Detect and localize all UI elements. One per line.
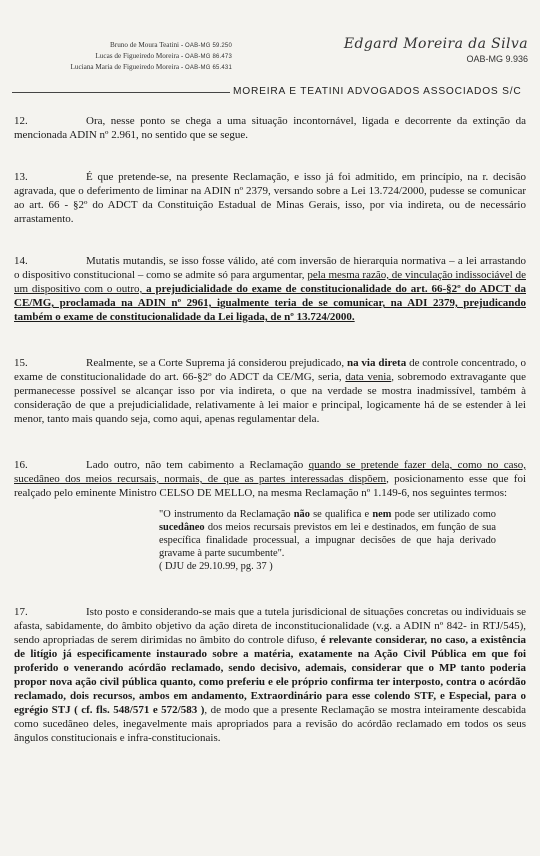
paragraph-text: Isto posto e considerando-se mais que a tutela jurisdicional de situações concretas ou individuais se afasta, sabidamente, do âmbito objetivo da ação direta de inconstitucionalidade (v.g. a ADIN nº 842- in RTJ/545), sendo apropriadas de serem dirimidas no âmbito do controle difuso, — [14, 606, 526, 646]
paragraph-text: É que pretende-se, na presente Reclamação, e isso já foi admitido, em princípio, na r. decisão agravada, que o deferimento de liminar na ADIN nº 2379, versando sobre a Lei 13.724/2000, pudesse se comunicar ao art. 66 - §2º do ADCT da Constituição Estadual de Minas Gerais, isso, por via indireta, ou de necessário arrastamento. — [14, 171, 526, 225]
paragraph-number: 15. — [14, 357, 28, 369]
quote-text: dos meios recursais previstos em lei e destinados, em função de sua específica finalidade processual, a impugnar decisões de que haja derivado gravame à parte sucumbente". — [159, 522, 496, 559]
lawyer-oab: OAB-MG 59.250 — [185, 43, 232, 49]
paragraph-number: 14. — [14, 255, 28, 267]
paragraph-text: , posicionamento esse que foi realçado pelo eminente Ministro CELSO DE MELLO, na mesma Reclamação nº 1.149-6, nos seguintes termos: — [14, 473, 526, 499]
underlined-text: pela mesma razão, de vinculação indissociável de um dispositivo com o outro, — [14, 269, 526, 295]
document-body — [14, 114, 526, 745]
lawyers-list — [10, 40, 232, 73]
header-rule — [12, 92, 230, 93]
quote-bold: nem — [372, 509, 392, 520]
lawyer-name: Luciana Maria de Figueiredo Moreira — [70, 63, 180, 71]
paragraph-number: 12. — [14, 115, 28, 127]
paragraph-17 — [14, 605, 526, 745]
paragraph-text: Mutatis mutandis, se isso fosse válido, até com inversão de hierarquia normativa – a lei arrastando o dispositivo constitucional – como se admite só para argumentar, — [14, 255, 526, 281]
lawyer-line: Lucas de Figueiredo Moreira - OAB-MG 86.473 — [95, 52, 232, 60]
lawyer-oab: OAB-MG 65.431 — [185, 65, 232, 71]
quote-citation: ( DJU de 29.10.99, pg. 37 ) — [159, 561, 273, 572]
paragraph-text: Ora, nesse ponto se chega a uma situação incontornável, ligada e decorrente da extinção da mencionada ADIN nº 2.961, no sentido que se segue. — [14, 115, 526, 141]
paragraph-16 — [14, 458, 526, 500]
underlined-text: quando se pretende fazer dela, como no caso, sucedâneo dos meios recursais, normais, de que as partes interessadas dispõem — [14, 459, 526, 485]
quote-text: se qualifica e — [309, 509, 373, 520]
quote-bold: não — [293, 509, 310, 520]
signature-oab: OAB-MG 9.936 — [466, 54, 528, 64]
paragraph-15 — [14, 356, 526, 426]
paragraph-14 — [14, 254, 526, 324]
paragraph-number: 17. — [14, 606, 28, 618]
paragraph-number: 16. — [14, 459, 28, 471]
quote-bold: sucedâneo — [159, 522, 205, 533]
lawyer-line: Luciana Maria de Figueiredo Moreira - OAB-MG 65.431 — [70, 63, 232, 71]
bold-underlined-text: a prejudicialidade do exame de constitucionalidade do art. 66-§2º do ADCT da CE/MG, proclamada na ADIN nº 2961, igualmente teria de se comunicar, na ADI 2379, prejudicando também o exame de constitucionalidade da Lei ligada, de nº 13.724/2000. — [14, 283, 527, 323]
paragraph-number: 13. — [14, 171, 28, 183]
block-quote — [159, 508, 496, 560]
quote-text: pode ser utilizado como — [391, 509, 496, 520]
paragraph-12 — [14, 114, 526, 142]
paragraph-13 — [14, 170, 526, 226]
firm-name: MOREIRA E TEATINI ADVOGADOS ASSOCIADOS S/C — [233, 86, 522, 97]
quote-text: "O instrumento da Reclamação — [159, 509, 294, 520]
lawyer-line: Bruno de Moura Teatini - OAB-MG 59.250 — [110, 41, 232, 49]
signature-name: Edgard Moreira da Silva — [343, 36, 528, 52]
lawyer-oab: OAB-MG 86.473 — [185, 54, 232, 60]
paragraph-text: , de modo que a presente Reclamação se mostra inteiramente descabida como sucedâneo deles, inegavelmente mais apropriados para a revisão do acórdão reclamado em todos os seus ângulos constitucionais e infra-constitucionais. — [14, 704, 526, 744]
paragraph-text: de controle concentrado, o exame de constitucionalidade do art. 66-§2º do ADCT da CE/MG, seria, — [14, 357, 527, 383]
signature-block — [344, 36, 528, 64]
lawyer-name: Lucas de Figueiredo Moreira — [95, 52, 180, 60]
bold-text: é relevante considerar, no caso, a existência de litígio já especificamente instaurado sobre a matéria, exatamente na Ação Civil Pública em que foi proferido o venerando acórdão reclamado, sendo decisivo, ademais, considerar que o MP tanto poderia propor nova ação civil pública quanto, como preferiu e ele próprio confirma ter interposto, contra o acórdão reclamado, dois recursos, ambos em andamento, Extraordinário para esse colendo STF, e Especial, para o egrégio STJ ( cf. fls. 548/571 e 572/583 ) — [14, 634, 527, 716]
underlined-text: data venia — [345, 371, 392, 383]
paragraph-text: Realmente, se a Corte Suprema já considerou prejudicado, — [86, 357, 347, 369]
paragraph-text: , sobremodo extravagante que permanecesse possível se alcançar isso por via indireta, o que na verdade se mostra inadmissível, também à consideração de que a prejudicialidade, relativamente à lei maior e principal, logicamente há de se estender à lei menor, tanto mais quando seja, como aqui, apenas regulamentar dela. — [14, 371, 526, 425]
bold-text: na via direta — [346, 357, 407, 369]
lawyer-name: Bruno de Moura Teatini — [110, 41, 180, 49]
paragraph-text: Lado outro, não tem cabimento a Reclamação — [86, 459, 309, 471]
